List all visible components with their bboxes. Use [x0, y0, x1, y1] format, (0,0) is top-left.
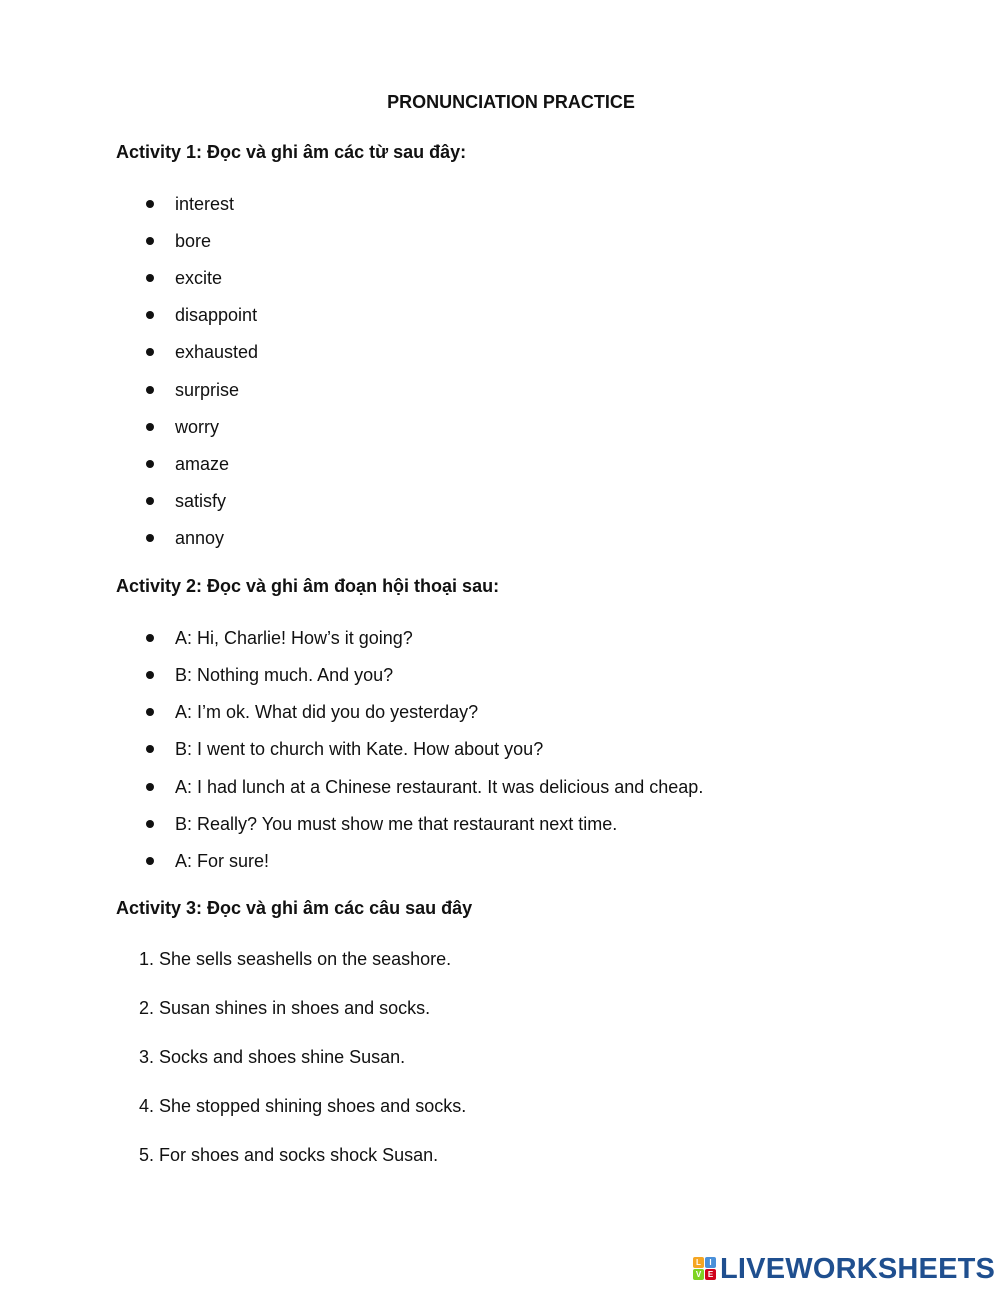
- bullet-icon: [146, 200, 154, 208]
- bullet-icon: [146, 783, 154, 791]
- activity-2-heading: Activity 2: Đọc và ghi âm đoạn hội thoại sau:: [116, 576, 500, 596]
- activity-3-heading: Activity 3: Đọc và ghi âm các câu sau đây: [116, 898, 473, 918]
- bullet-icon: [146, 534, 154, 542]
- list-item: 2. Susan shines in shoes and socks.: [139, 998, 431, 1018]
- bullet-icon: [146, 348, 154, 356]
- list-item: 3. Socks and shoes shine Susan.: [139, 1047, 406, 1067]
- bullet-icon: [146, 274, 154, 282]
- bullet-icon: [146, 237, 154, 245]
- activity-1-heading: Activity 1: Đọc và ghi âm các từ sau đây:: [116, 142, 467, 162]
- bullet-icon: [146, 497, 154, 505]
- bullet-icon: [146, 745, 154, 753]
- logo-text: LIVEWORKSHEETS: [720, 1252, 996, 1285]
- bullet-icon: [146, 460, 154, 468]
- bullet-icon: [146, 423, 154, 431]
- bullet-icon: [146, 708, 154, 716]
- bullet-icon: [146, 634, 154, 642]
- bullet-icon: [146, 311, 154, 319]
- logo-tiles-icon: L I V E: [693, 1257, 717, 1281]
- liveworksheets-logo[interactable]: [693, 1252, 995, 1286]
- bullet-icon: [146, 386, 154, 394]
- page-title: PRONUNCIATION PRACTICE: [387, 92, 635, 112]
- list-item: 5. For shoes and socks shock Susan.: [139, 1145, 439, 1165]
- bullet-icon: [146, 857, 154, 865]
- bullet-icon: [146, 671, 154, 679]
- bullet-icon: [146, 820, 154, 828]
- list-item: 4. She stopped shining shoes and socks.: [139, 1096, 467, 1116]
- list-item: 1. She sells seashells on the seashore.: [139, 949, 452, 969]
